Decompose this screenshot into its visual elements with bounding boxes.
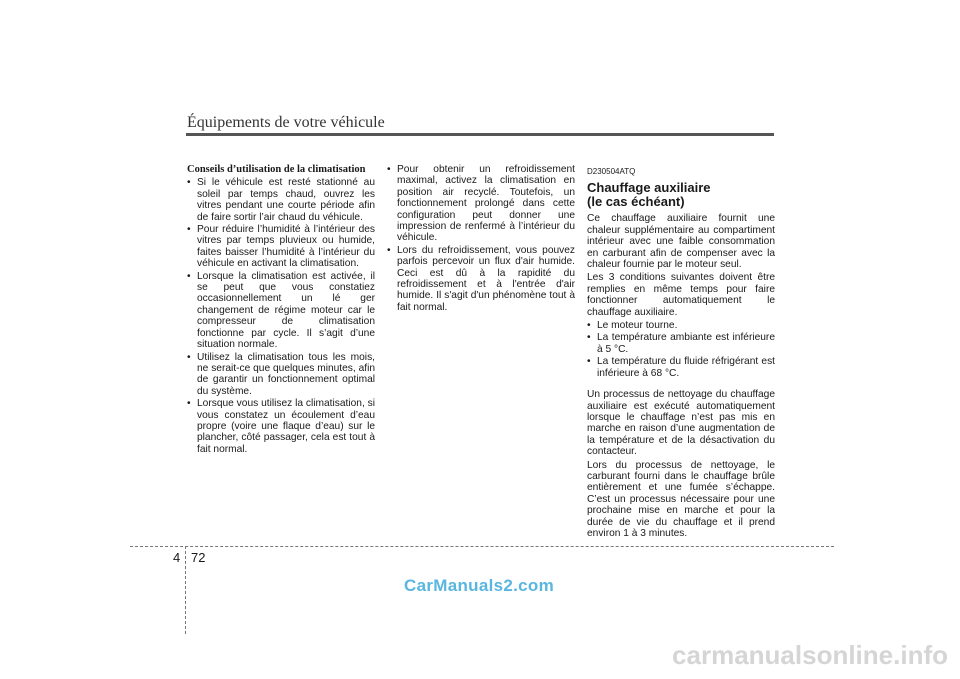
conditions-list <box>587 320 775 379</box>
ac-tips-heading: Conseils d’utilisation de la climatisation <box>187 164 366 175</box>
list-item: • Lorsque la climatisation est activée, il se peut que vous constatiez occasionnellement un lé ger changement de régime moteur car le compresseur de climatisation fonctionne par cycle. Il s’agit d’une situation normale. <box>187 271 375 351</box>
list-item: • Lorsque vous utilisez la climatisation, si vous constatez un écoulement d’eau propre (voire une flaque d’eau) sur le plancher, côté passager, cela est tout à fait normal. <box>187 398 375 455</box>
column-1 <box>187 164 375 456</box>
column-2 <box>387 164 575 314</box>
section-title-line-1: Chauffage auxiliaire <box>587 180 711 196</box>
page-header-title: Équipements de votre véhicule <box>187 114 385 131</box>
list-item: • Pour réduire l’humidité à l’intérieur des vitres par temps pluvieux ou humide, faites baisser l’humidité à l’intérieur du véhicule en activant la climatisation. <box>187 224 375 270</box>
ac-tips-list <box>187 177 375 455</box>
header-rule <box>186 133 774 136</box>
list-item: • Utilisez la climatisation tous les mois, ne serait-ce que quelques minutes, afin de garantir un fonctionnement optimal du système. <box>187 352 375 398</box>
list-item: • La température ambiante est inférieure à 5 °C. <box>587 332 775 355</box>
section-title-line-2: (le cas échéant) <box>587 194 685 210</box>
spacer <box>587 380 775 389</box>
list-item: • La température du fluide réfrigérant est inférieure à 68 °C. <box>587 356 775 379</box>
paragraph: Un processus de nettoyage du chauffage auxiliaire est exécuté automatiquement lorsque le chauffage n’est pas mis en marche en raison d’une augmentation de la température et de la désactivation du contacteur. <box>587 389 775 458</box>
footer-rule <box>130 546 834 547</box>
section-title <box>587 181 775 209</box>
chapter-number: 4 <box>173 550 181 565</box>
section-code: D230504ATQ <box>587 167 636 176</box>
paragraph: Lors du processus de nettoyage, le carburant fourni dans le chauffage brûle entièrement et une fumée s’échappe. C’est un processus nécessaire pour une prochaine mise en marche et pour la durée de vie du chauffage et il prend environ 1 à 3 minutes. <box>587 459 775 539</box>
page-number: 72 <box>191 550 206 565</box>
list-item: • Lors du refroidissement, vous pouvez parfois percevoir un flux d'air humide. Ceci est dû à la rapidité du refroidissement et à l'entrée d'air humide. Il s'agit d'un phénomène tout à fait normal. <box>387 245 575 313</box>
paragraph: Les 3 conditions suivantes doivent être remplies en même temps pour faire fonctionner automatiquement le chauffage auxiliaire. <box>587 272 775 318</box>
cooling-tips-list <box>387 164 575 313</box>
list-item: • Le moteur tourne. <box>587 320 775 331</box>
list-item: • Pour obtenir un refroidissement maximal, activez la climatisation en position air recyclé. Toutefois, un fonctionnement prolongé dans cette configuration peut donner une impression de renfermé à l’intérieur du véhicule. <box>387 164 575 244</box>
site-watermark: carmanualsonline.info <box>672 640 948 670</box>
list-item: • Si le véhicule est resté stationné au soleil par temps chaud, ouvrez les vitres pendant une courte période afin de faire sortir l’air chaud du véhicule. <box>187 177 375 223</box>
paragraph: Ce chauffage auxiliaire fournit une chaleur supplémentaire au compartiment intérieur avec une faible consommation en carburant afin de compenser avec la chaleur fournie par le moteur seul. <box>587 213 775 271</box>
footer-divider <box>185 546 186 634</box>
watermark-logo: CarManuals2.com <box>404 576 554 595</box>
column-3 <box>587 164 775 541</box>
